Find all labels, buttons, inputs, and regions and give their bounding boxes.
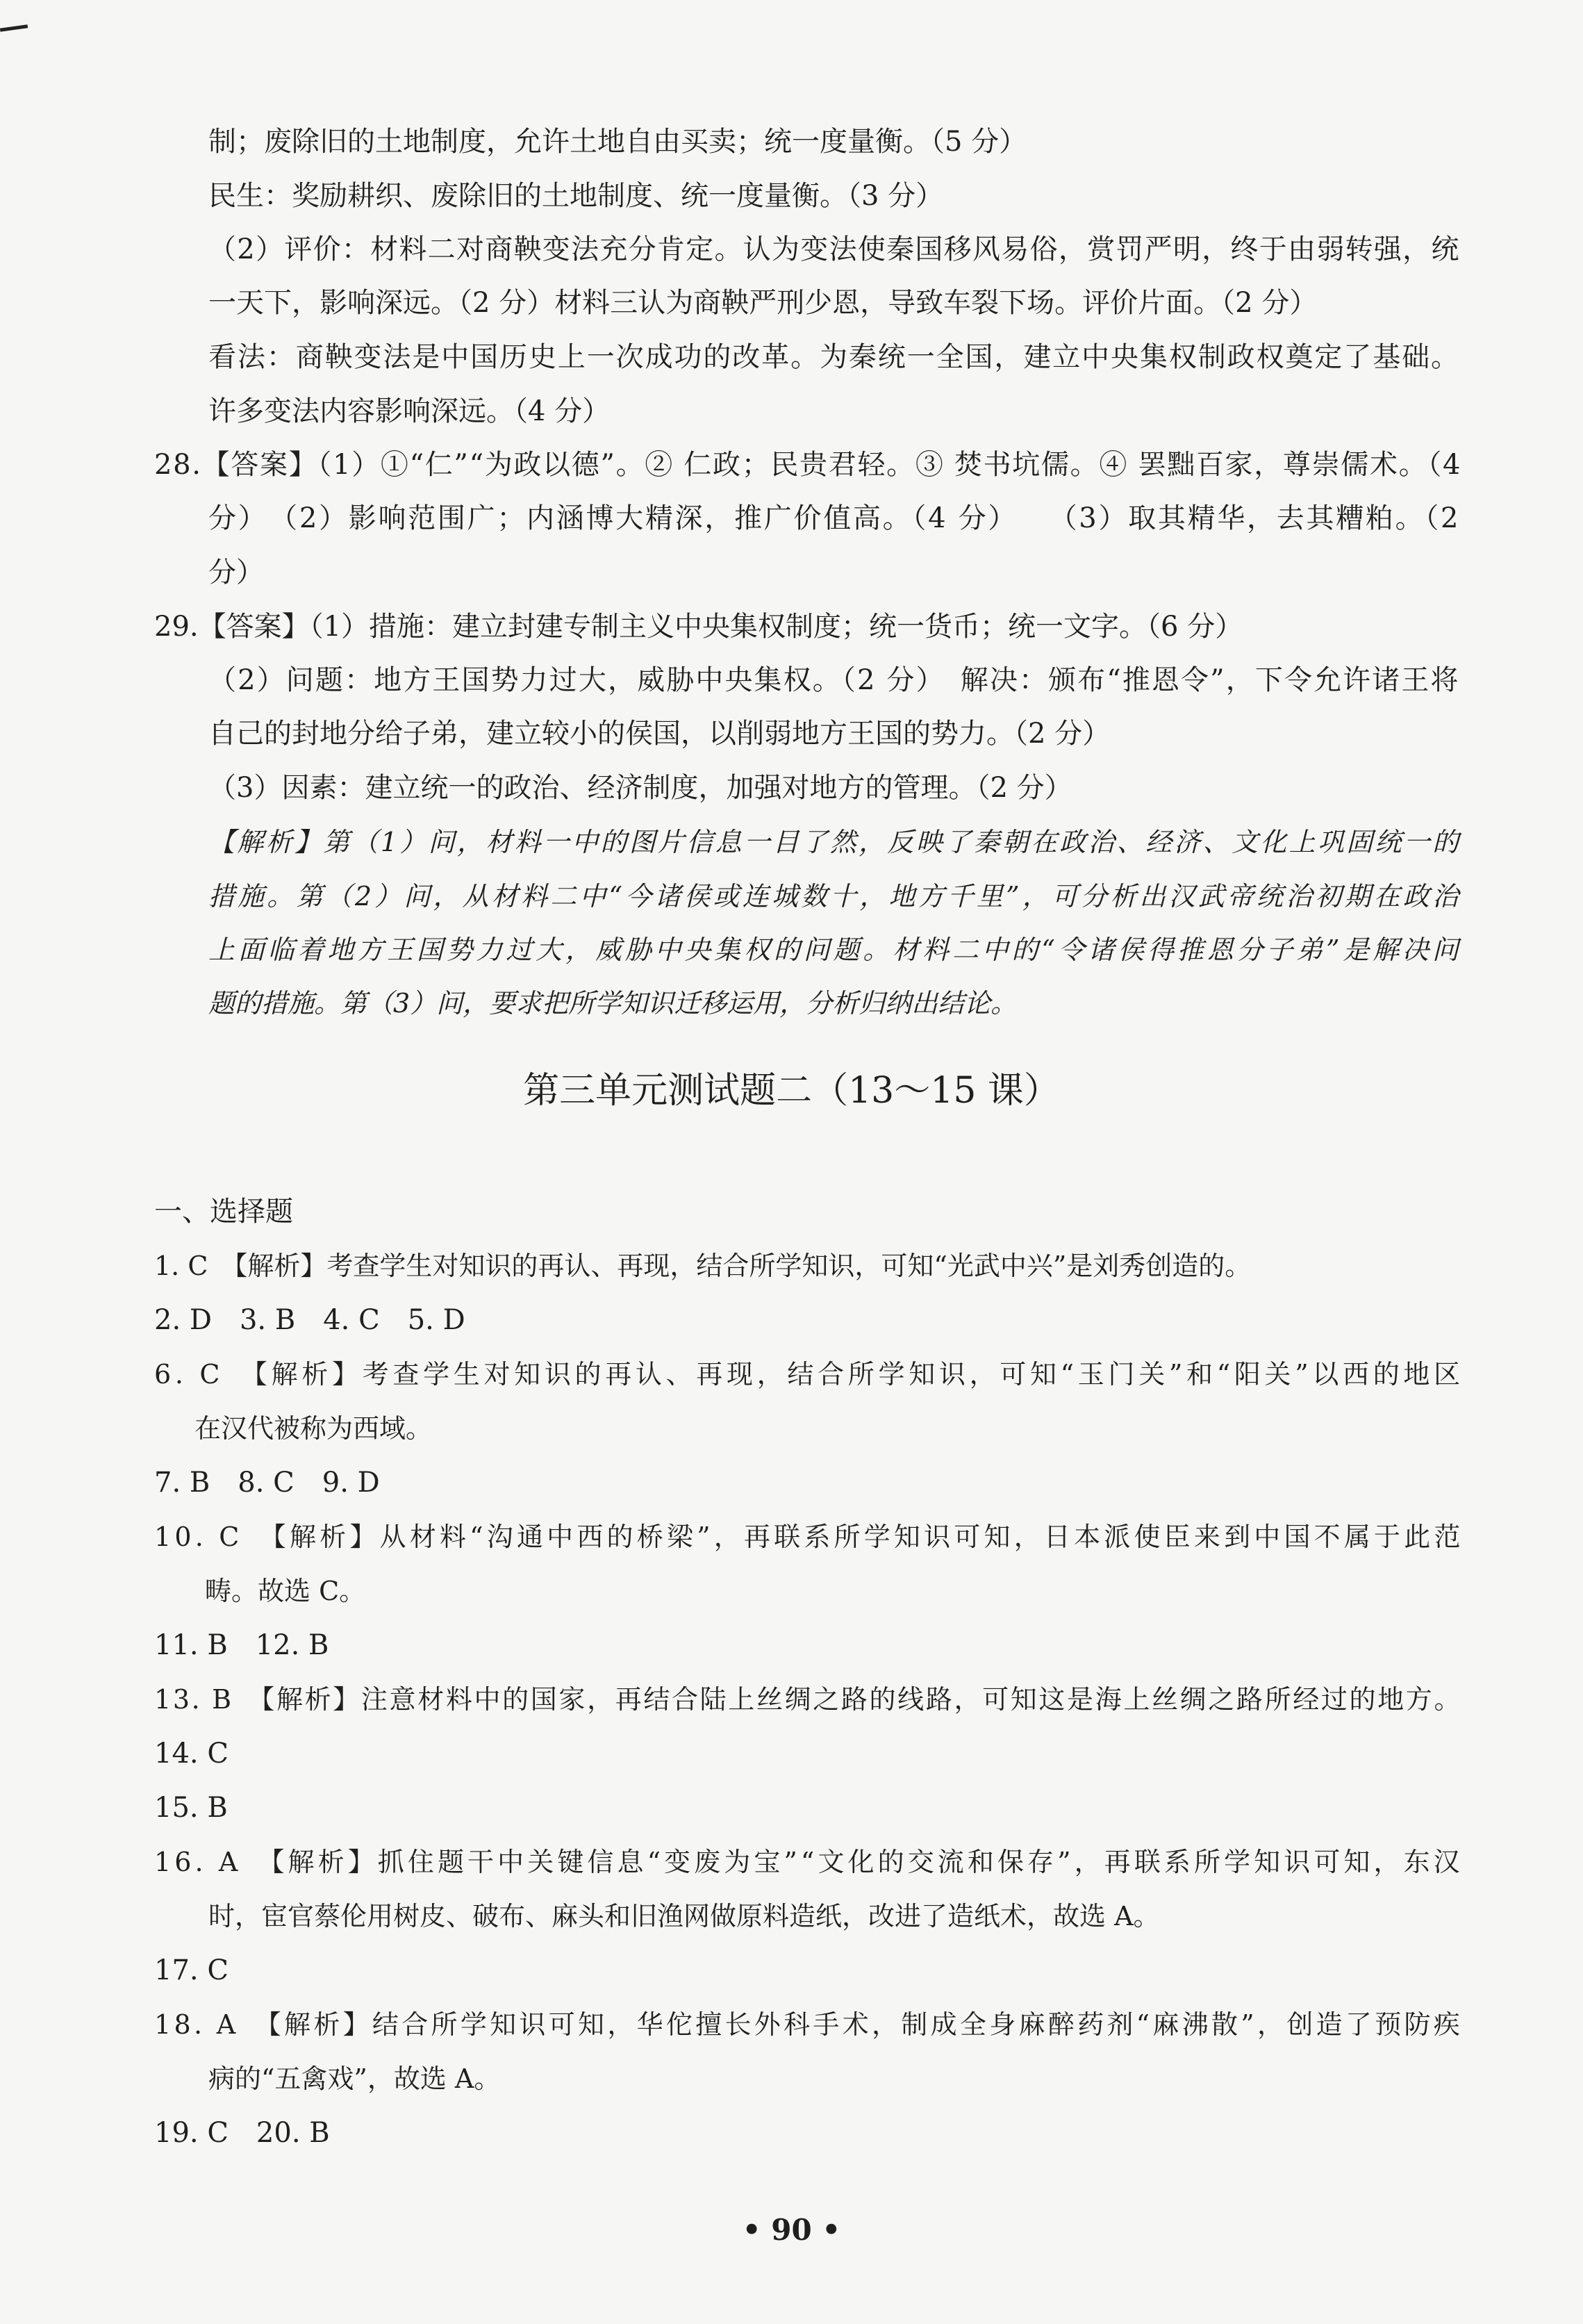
text-line: 分） [208, 557, 264, 588]
text-line: 分） （2）影响范围广；内涵博大精深，推广价值高。（4 分） （3）取其精华，去其糟粕。（2 [208, 502, 1461, 534]
page-number: • 90 • [742, 2213, 841, 2247]
text-line: （2）评价：材料二对商鞅变法充分肯定。认为变法使秦国移风易俗，赏罚严明，终于由弱转强，统 [208, 233, 1460, 265]
text-line: 10. C 【解析】从材料“沟通中西的桥梁”，再联系所学知识可知，日本派使臣来到中国不属于此范 [154, 1522, 1464, 1552]
text-line: 【解析】第（1）问，材料一中的图片信息一目了然，反映了秦朝在政治、经济、文化上巩固统一的 [208, 827, 1461, 857]
text-line: 许多变法内容影响深远。（4 分） [208, 395, 611, 427]
text-line: 15. B [154, 1792, 228, 1824]
text-line: 2. D 3. B 4. C 5. D [154, 1304, 465, 1336]
text-line: 13. B 【解析】注意材料中的国家，再结合陆上丝绸之路的线路，可知这是海上丝绸之路所经过的地方。 [154, 1684, 1463, 1715]
text-line: 17. C [154, 1954, 229, 1986]
text-line: 一天下，影响深远。（2 分）材料三认为商鞅严刑少恩，导致车裂下场。评价片面。（2 分） [208, 287, 1318, 319]
text-line: 29.【答案】（1）措施：建立封建专制主义中央集权制度；统一货币；统一文字。（6 分） [154, 611, 1243, 643]
text-line: 11. B 12. B [154, 1629, 329, 1661]
text-line: 18. A 【解析】结合所学知识可知，华佗擅长外科手术，制成全身麻醉药剂“麻沸散”，创造了预防疾 [154, 2009, 1464, 2040]
text-line: 28.【答案】（1）①“仁”“为政以德”。② 仁政；民贵君轻。③ 焚书坑儒。④ 罢黜百家，尊崇儒术。（4 [154, 449, 1462, 481]
scan-corner-mark [0, 24, 28, 32]
text-line: 一、选择题 [154, 1196, 293, 1228]
text-line: 民生：奖励耕织、废除旧的土地制度、统一度量衡。（3 分） [208, 180, 944, 212]
text-line: 19. C 20. B [154, 2117, 330, 2149]
text-line: 自己的封地分给子弟，建立较小的侯国，以削弱地方王国的势力。（2 分） [208, 718, 1111, 750]
text-line: （2）问题：地方王国势力过大，威胁中央集权。（2 分） 解决：颁布“推恩令”，下令允许诸王将 [208, 664, 1460, 696]
text-line: 14. C [154, 1738, 229, 1770]
text-line: 时，宦官蔡伦用树皮、破布、麻头和旧渔网做原料造纸，改进了造纸术，故选 A。 [208, 1901, 1160, 1931]
section-title: 第三单元测试题二（13～15 课） [523, 1070, 1060, 1112]
text-line: 7. B 8. C 9. D [154, 1467, 380, 1499]
text-line: 1. C 【解析】考查学生对知识的再认、再现，结合所学知识，可知“光武中兴”是刘秀创造的。 [154, 1251, 1252, 1281]
text-line: 在汉代被称为西域。 [194, 1413, 433, 1444]
text-line: 制；废除旧的土地制度，允许土地自由买卖；统一度量衡。（5 分） [208, 126, 1027, 158]
text-line: 16. A 【解析】抓住题干中关键信息“变废为宝”“文化的交流和保存”，再联系所学知识可知，东汉 [154, 1847, 1464, 1877]
text-line: （3）因素：建立统一的政治、经济制度，加强对地方的管理。（2 分） [208, 772, 1072, 804]
text-line: 病的“五禽戏”，故选 A。 [208, 2063, 501, 2094]
text-line: 畴。故选 C。 [205, 1576, 366, 1606]
text-line: 上面临着地方王国势力过大，威胁中央集权的问题。材料二中的“令诸侯得推恩分子弟”是解决问 [208, 934, 1462, 965]
text-line: 看法：商鞅变法是中国历史上一次成功的改革。为秦统一全国，建立中央集权制政权奠定了基础。 [208, 341, 1460, 373]
text-line: 题的措施。第（3）问，要求把所学知识迁移运用，分析归纳出结论。 [208, 988, 1018, 1019]
text-line: 措施。第（2）问，从材料二中“今诸侯或连城数十，地方千里”，可分析出汉武帝统治初期在政治 [208, 881, 1462, 912]
text-line: 6. C 【解析】考查学生对知识的再认、再现，结合所学知识，可知“玉门关”和“阳关”以西的地区 [154, 1359, 1464, 1390]
